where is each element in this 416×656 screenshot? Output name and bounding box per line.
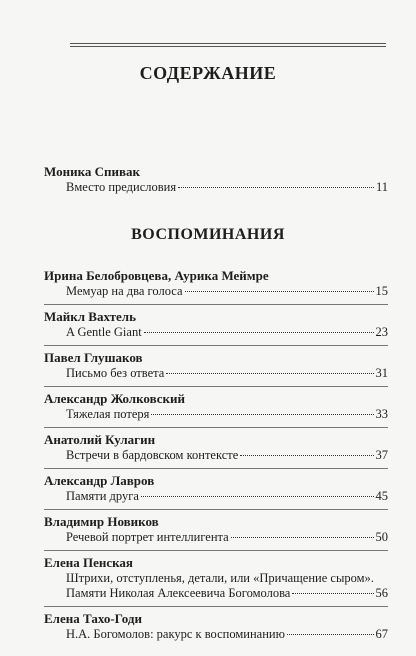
toc-entry: [44, 473, 388, 504]
entry-author: Павел Глушаков: [44, 350, 143, 365]
entry-author: Моника Спивак: [44, 164, 141, 179]
dot-leader: [240, 455, 373, 456]
page-number: 67: [375, 627, 388, 641]
toc-entry: [44, 432, 388, 463]
dot-leader: [151, 414, 373, 415]
dot-leader: [166, 373, 373, 374]
entry-author: Майкл Вахтель: [44, 309, 136, 324]
divider: [44, 427, 388, 428]
page-number: 11: [375, 180, 388, 194]
top-rule-secondary: [70, 46, 386, 47]
entry-title: Памяти Николая Алексеевича Богомолова: [66, 586, 291, 600]
entry-title-line-1[interactable]: [66, 571, 388, 586]
intro-entry: [44, 164, 388, 195]
toc-entry: [44, 309, 388, 340]
entry-title: Письмо без ответа: [66, 366, 165, 380]
page-number: 31: [375, 366, 388, 380]
divider: [44, 509, 388, 510]
toc-entry: [44, 611, 388, 642]
toc-entry: [44, 555, 388, 601]
divider: [44, 606, 388, 607]
entry-author: Владимир Новиков: [44, 514, 159, 529]
entry-title: Вместо предисловия: [66, 180, 177, 194]
dot-leader: [287, 634, 374, 635]
divider: [44, 386, 388, 387]
page-number: 50: [375, 530, 388, 544]
dot-leader: [144, 332, 374, 333]
toc-line[interactable]: [66, 489, 388, 504]
toc-entry: [44, 391, 388, 422]
contents-heading: СОДЕРЖАНИЕ: [139, 63, 277, 83]
entry-author: Александр Лавров: [44, 473, 155, 488]
dot-leader: [292, 593, 373, 594]
divider: [44, 468, 388, 469]
dot-leader: [178, 187, 374, 188]
memories-list: [44, 268, 388, 642]
dot-leader: [231, 537, 374, 538]
entry-title: Н.А. Богомолов: ракурс к воспоминанию: [66, 627, 285, 641]
page-number: 37: [375, 448, 388, 462]
entry-title: Памяти друга: [66, 489, 139, 503]
toc-entry: [44, 350, 388, 381]
page-number: 45: [375, 489, 388, 503]
entry-author: Александр Жолковский: [44, 391, 186, 406]
divider: [44, 304, 388, 305]
toc-line[interactable]: [66, 180, 388, 195]
top-rule: [70, 43, 386, 44]
entry-title: Речевой портрет интеллигента: [66, 530, 229, 544]
toc-entry: [44, 514, 388, 545]
toc-line[interactable]: [66, 448, 388, 463]
divider: [44, 345, 388, 346]
page-number: 33: [375, 407, 388, 421]
entry-author: Ирина Белобровцева, Аурика Меймре: [44, 268, 269, 283]
entry-author: Анатолий Кулагин: [44, 432, 156, 447]
toc-line[interactable]: [66, 325, 388, 340]
toc-line[interactable]: [66, 530, 388, 545]
toc-line[interactable]: [66, 366, 388, 381]
page-number: 23: [375, 325, 388, 339]
dot-leader: [185, 291, 374, 292]
entry-title: Штрихи, отступленья, детали, или «Причащение сыром».: [66, 571, 374, 585]
toc-entry: [44, 268, 388, 299]
toc-line[interactable]: [66, 407, 388, 422]
dot-leader: [141, 496, 374, 497]
toc-line[interactable]: [66, 284, 388, 299]
page-number: 15: [375, 284, 388, 298]
toc-line[interactable]: [66, 627, 388, 642]
toc-line[interactable]: [66, 586, 388, 601]
section-heading-memories: ВОСПОМИНАНИЯ: [131, 226, 285, 243]
entry-author: Елена Тахо-Годи: [44, 611, 142, 626]
entry-title: A Gentle Giant: [66, 325, 142, 339]
entry-title: Тяжелая потеря: [66, 407, 150, 421]
divider: [44, 550, 388, 551]
entry-title: Мемуар на два голоса: [66, 284, 183, 298]
entry-title: Встречи в бардовском контексте: [66, 448, 239, 462]
entry-author: Елена Пенская: [44, 555, 133, 570]
page-number: 56: [375, 586, 388, 600]
